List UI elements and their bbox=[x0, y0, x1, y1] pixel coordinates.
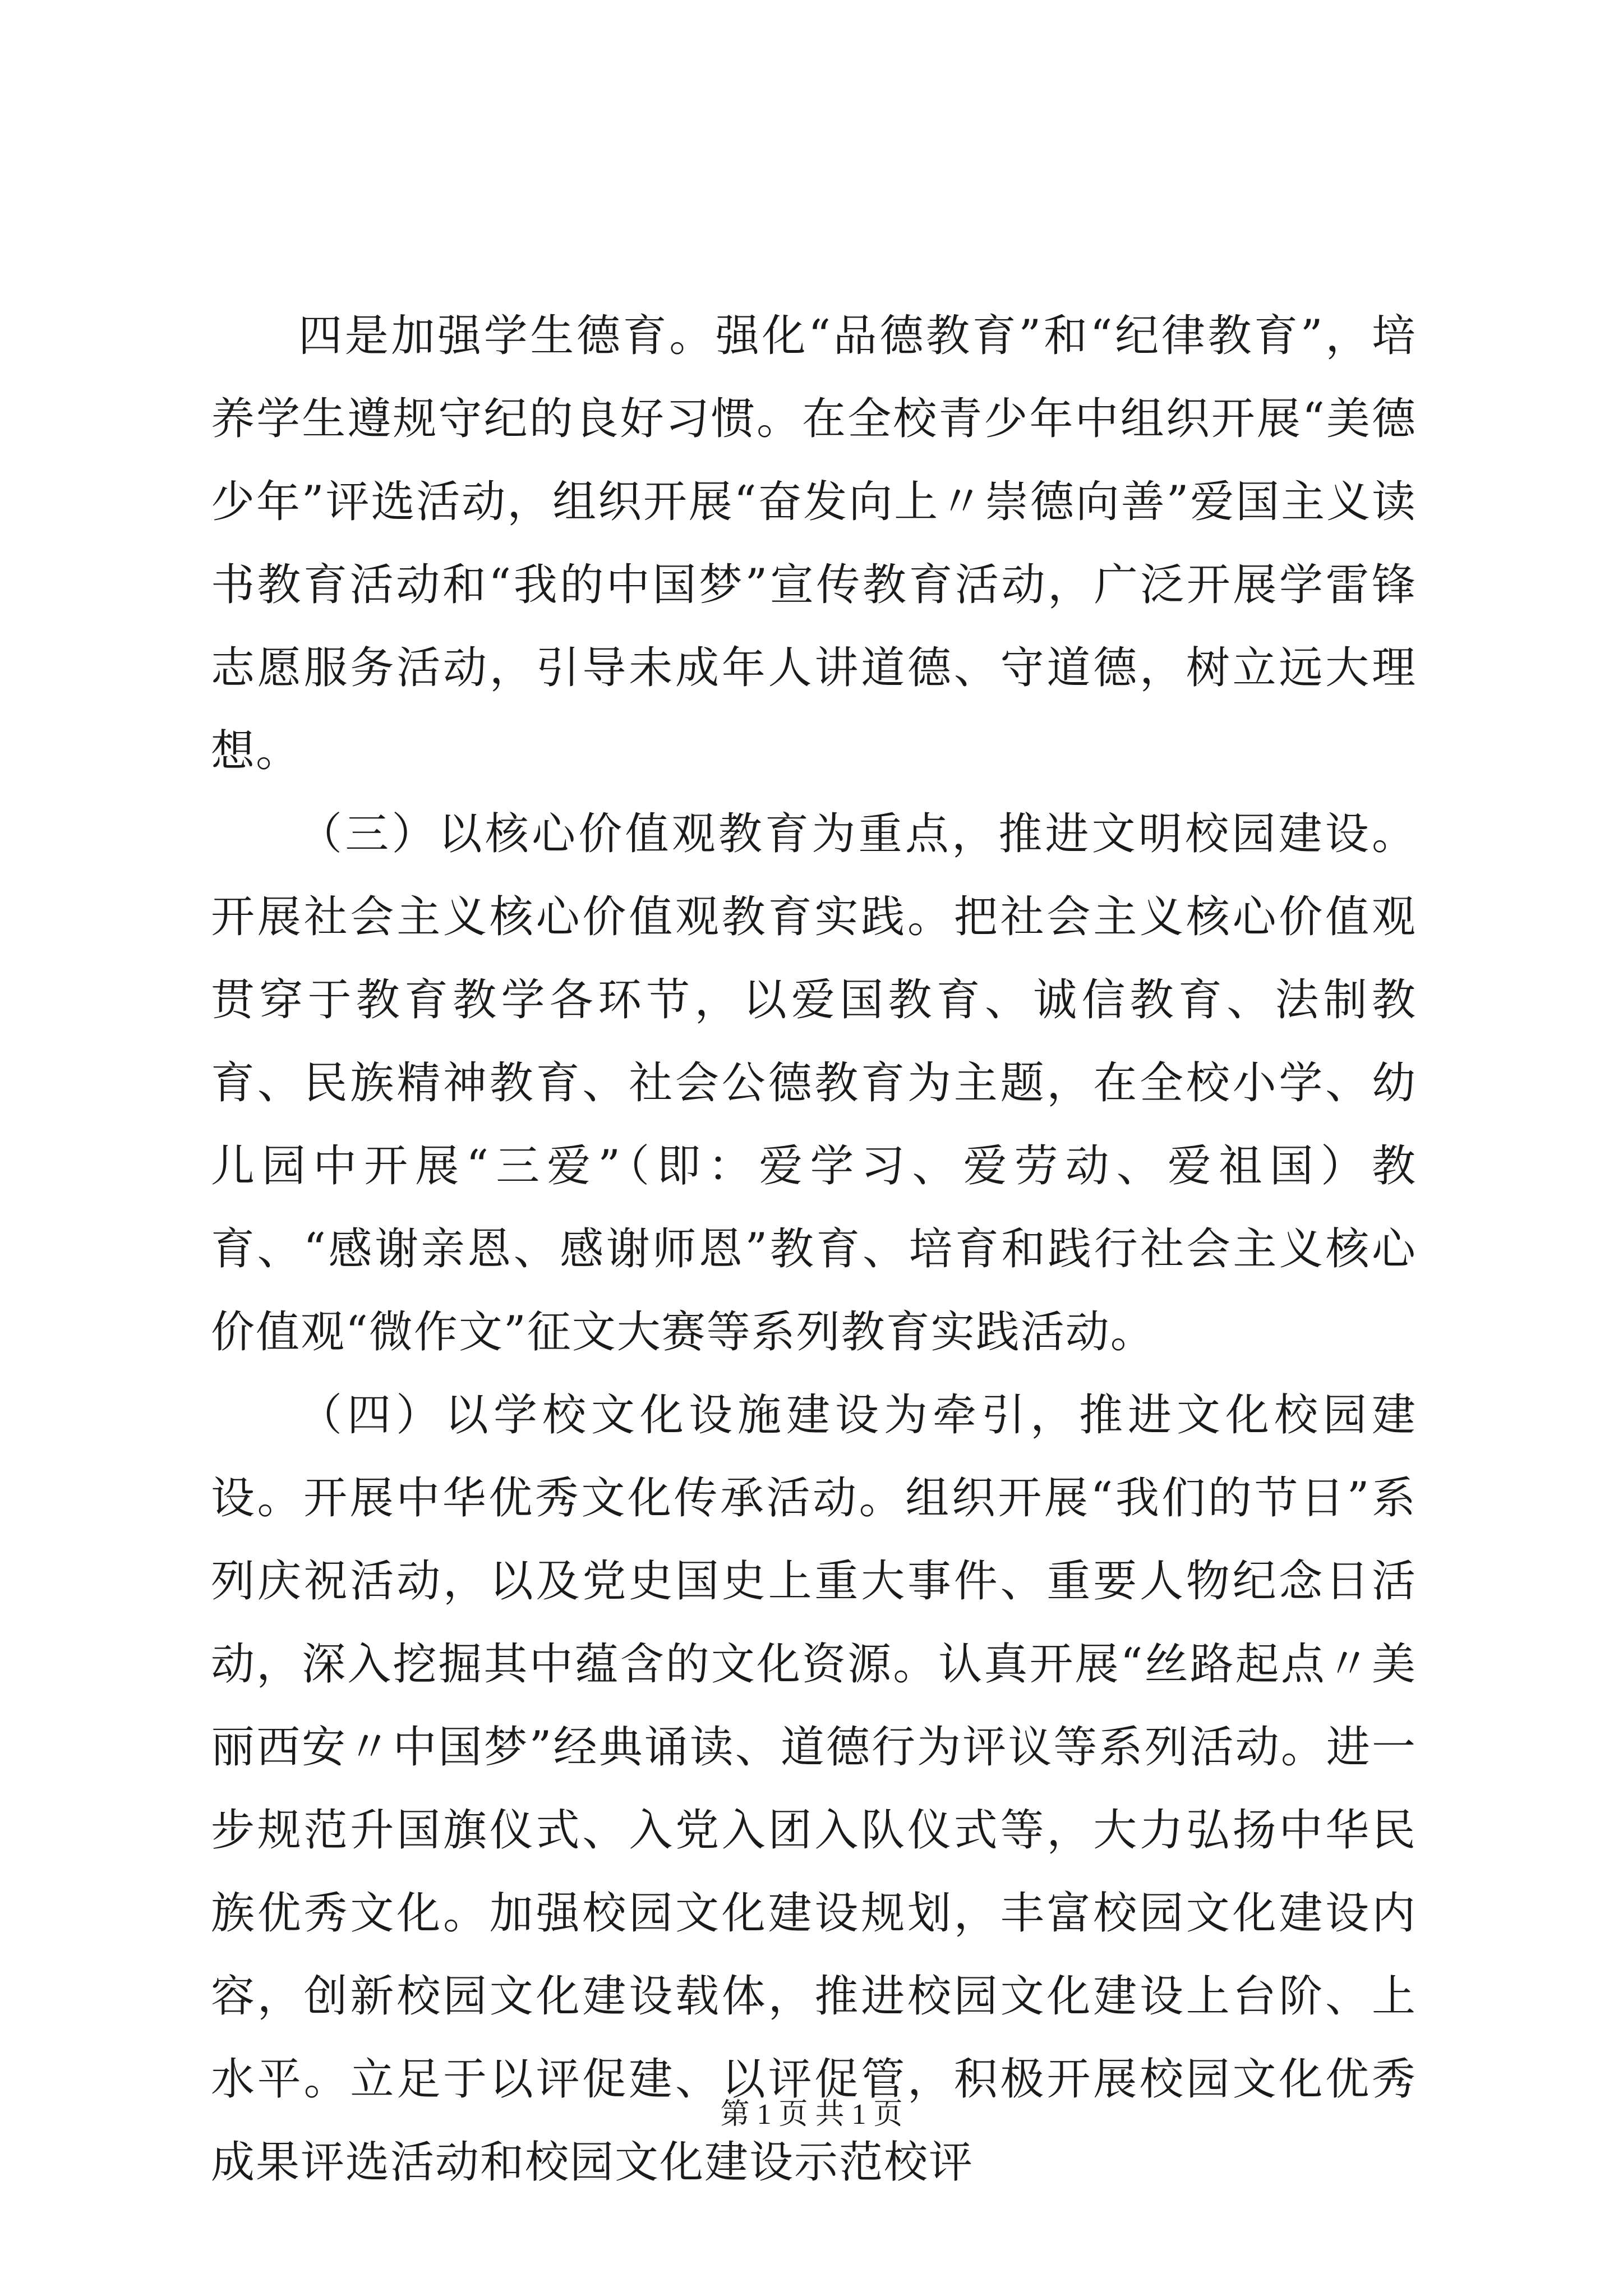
paragraph-campus-culture: （四）以学校文化设施建设为牵引，推进文化校园建设。开展中华优秀文化传承活动。组织开展“我们的节日”系列庆祝活动，以及党史国史上重大事件、重要人物纪念日活动，深入挖掘其中蕴含的文化资源。认真开展“丝路起点〃美丽西安〃中国梦”经典诵读、道德行为评议等系列活动。进一步规范升国旗仪式、入党入团入队仪式等，大力弘扬中华民族优秀文化。加强校园文化建设规划，丰富校园文化建设内容，创新校园文化建设载体，推进校园文化建设上台阶、上水平。立足于以评促建、以评促管，积极开展校园文化优秀成果评选活动和校园文化建设示范校评 bbox=[211, 1390, 1417, 2188]
paragraph-moral-education: 四是加强学生德育。强化“品德教育”和“纪律教育”，培养学生遵规守纪的良好习惯。在全校青少年中组织开展“美德少年”评选活动，组织开展“奋发向上〃崇德向善”爱国主义读书教育活动和“我的中国梦”宣传教育活动，广泛开展学雷锋志愿服务活动，引导未成年人讲道德、守道德，树立远大理想。 bbox=[211, 311, 1417, 776]
page-footer: 第 1 页 共 1 页 bbox=[720, 2099, 903, 2131]
document-body bbox=[211, 295, 1417, 2204]
paragraph-core-values: （三）以核心价值观教育为重点，推进文明校园建设。开展社会主义核心价值观教育实践。把社会主义核心价值观贯穿于教育教学各环节，以爱国教育、诚信教育、法制教育、民族精神教育、社会公德教育为主题，在全校小学、幼儿园中开展“三爱”（即：爱学习、爱劳动、爱祖国）教育、“感谢亲恩、感谢师恩”教育、培育和践行社会主义核心价值观“微作文”征文大赛等系列教育实践活动。 bbox=[211, 809, 1417, 1358]
